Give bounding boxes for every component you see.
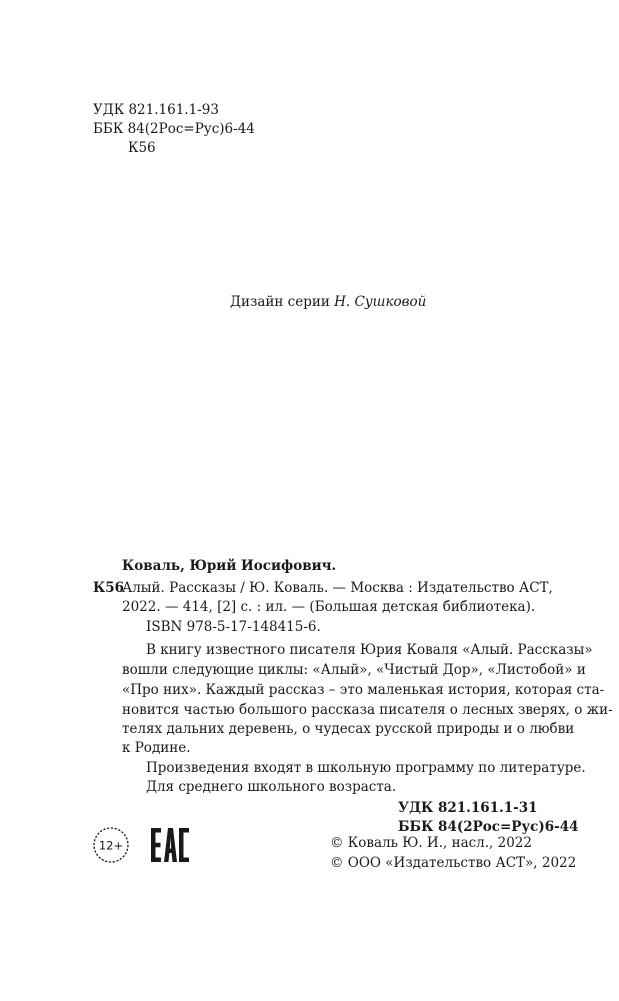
annotation-note-curriculum: Произведения входят в школьную программу по литературе. — [146, 760, 586, 776]
bbk-code-bottom: ББК 84(2Рос=Рус)6-44 — [398, 819, 579, 835]
annotation-line-6: к Родине. — [122, 740, 191, 756]
annotation-line-4: новится частью большого рассказа писателя о лесных зверях, о жи- — [122, 702, 613, 718]
record-title-line-2: 2022. — 414, [2] с. : ил. — (Большая детская библиотека). — [122, 599, 536, 615]
author-mark-top: К56 — [128, 140, 156, 156]
record-title-line-1: Алый. Рассказы / Ю. Коваль. — Москва : Издательство АСТ, — [122, 580, 553, 596]
annotation-line-1: В книгу известного писателя Юрия Коваля «Алый. Рассказы» — [146, 642, 593, 658]
design-credit-prefix: Дизайн серии — [230, 294, 330, 310]
annotation-line-3: «Про них». Каждый рассказ – это маленькая история, которая ста- — [122, 682, 605, 698]
copyright-author: © Коваль Ю. И., насл., 2022 — [330, 835, 532, 851]
design-credit — [230, 294, 426, 310]
copyright-publisher: © ООО «Издательство АСТ», 2022 — [330, 855, 577, 871]
designer-name: Н. Сушковой — [334, 294, 427, 310]
udk-code-top: УДК 821.161.1-93 — [93, 102, 219, 118]
bbk-code-top: ББК 84(2Рос=Рус)6-44 — [93, 121, 255, 137]
age-rating-badge-icon — [92, 826, 130, 864]
annotation-line-5: телях дальних деревень, о чудесах русской природы и о любви — [122, 721, 575, 737]
record-mark: К56 — [93, 580, 125, 596]
udk-code-bottom: УДК 821.161.1-31 — [398, 800, 538, 816]
age-rating-label: 12+ — [98, 838, 124, 853]
record-author: Коваль, Юрий Иосифович. — [122, 558, 337, 574]
annotation-line-2: вошли следующие циклы: «Алый», «Чистый Дор», «Листобой» и — [122, 662, 586, 678]
annotation-note-age: Для среднего школьного возраста. — [146, 779, 397, 795]
record-isbn: ISBN 978-5-17-148415-6. — [146, 619, 321, 635]
eac-conformity-mark-icon — [150, 826, 190, 864]
